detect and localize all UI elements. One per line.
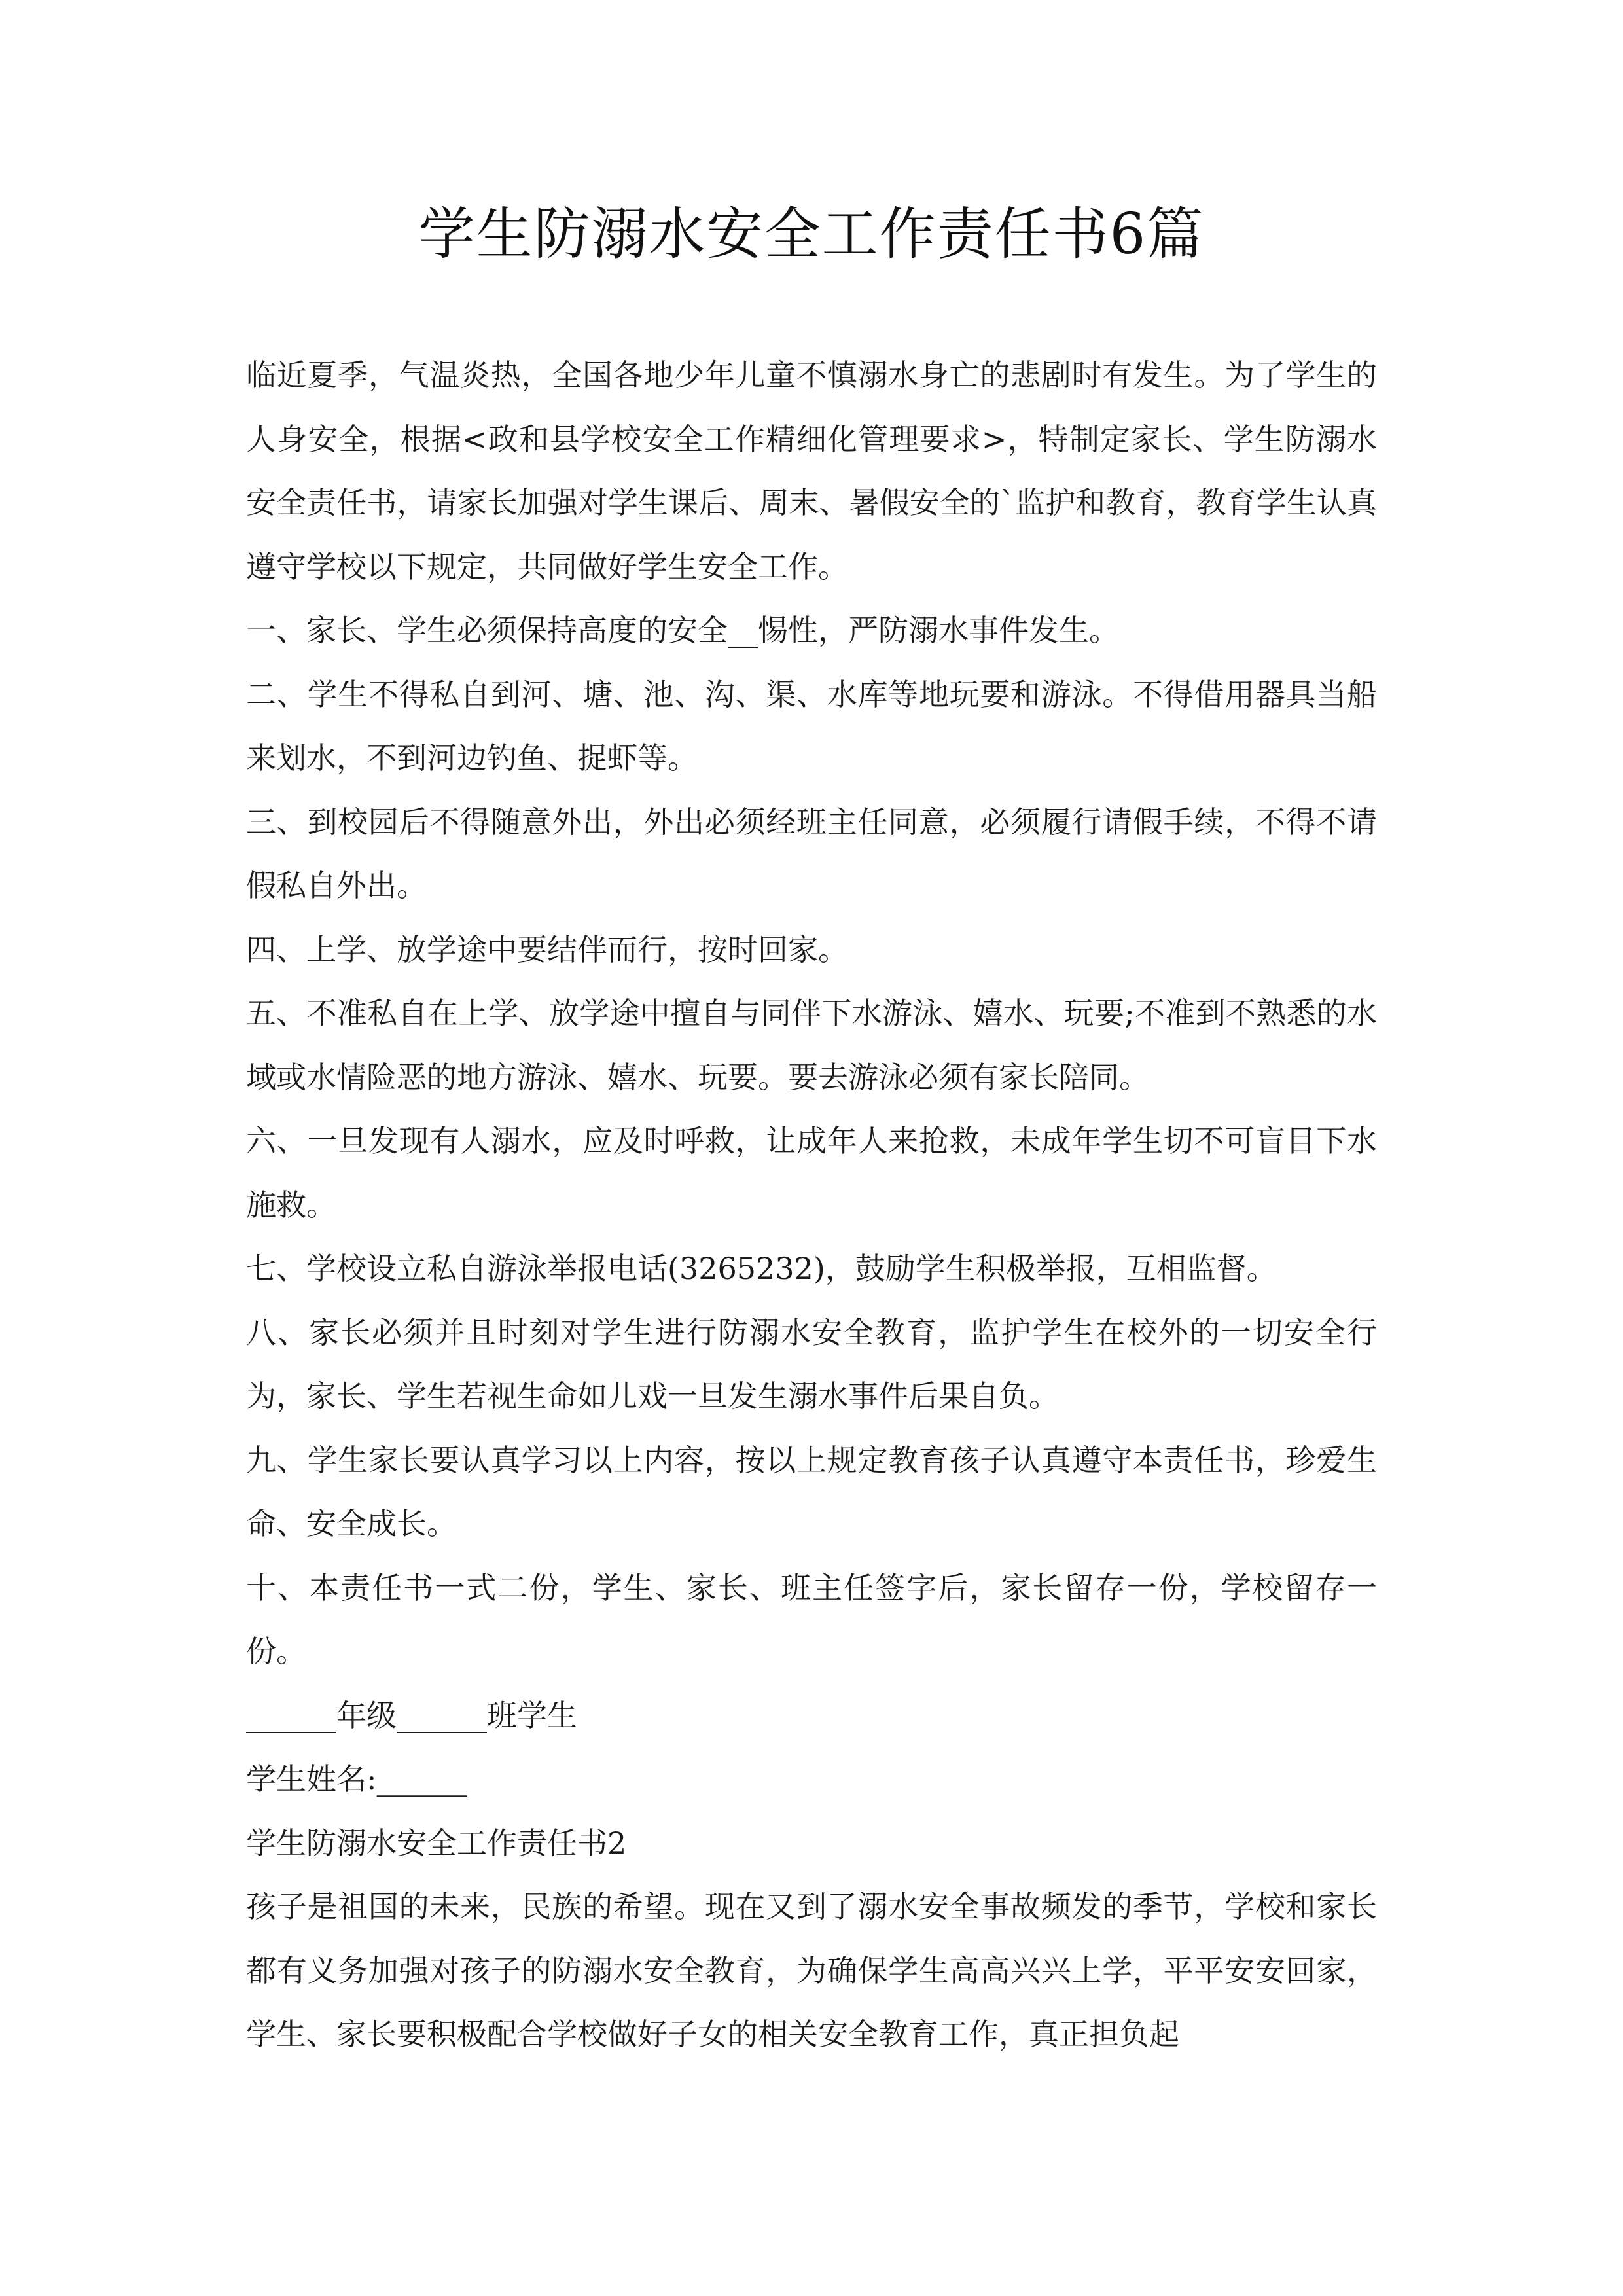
rule-item-5: 五、不准私自在上学、放学途中擅自与同伴下水游泳、嬉水、玩要;不准到不熟悉的水域或水情险恶的地方游泳、嬉水、玩要。要去游泳必须有家长陪同。 — [246, 996, 1377, 1095]
rule-item-7: 七、学校设立私自游泳举报电话(3265232)，鼓励学生积极举报，互相监督。 — [246, 1251, 1277, 1286]
student-name-blank-line: 学生姓名:______ — [246, 1761, 467, 1797]
document-body — [246, 344, 1377, 2067]
rule-item-4: 四、上学、放学途中要结伴而行，按时回家。 — [246, 931, 848, 967]
rule-item-1: 一、家长、学生必须保持高度的安全__惕性，严防溺水事件发生。 — [246, 613, 1119, 648]
rule-item-3: 三、到校园后不得随意外出，外出必须经班主任同意，必须履行请假手续，不得不请假私自外出。 — [246, 804, 1377, 903]
section-2-heading: 学生防溺水安全工作责任书2 — [246, 1825, 627, 1861]
intro-paragraph: 临近夏季，气温炎热，全国各地少年儿童不慎溺水身亡的悲剧时有发生。为了学生的人身安全，根据<政和县学校安全工作精细化管理要求>，特制定家长、学生防溺水安全责任书，请家长加强对学生课后、周末、暑假安全的`监护和教育，教育学生认真遵守学校以下规定，共同做好学生安全工作。 — [246, 357, 1377, 584]
rule-item-6: 六、一旦发现有人溺水，应及时呼救，让成年人来抢救，未成年学生切不可盲目下水施救。 — [246, 1123, 1377, 1223]
rule-item-10: 十、本责任书一式二份，学生、家长、班主任签字后，家长留存一份，学校留存一份。 — [246, 1570, 1377, 1669]
grade-class-blank-line: ______年级______班学生 — [246, 1697, 577, 1733]
rule-item-8: 八、家长必须并且时刻对学生进行防溺水安全教育，监护学生在校外的一切安全行为，家长、学生若视生命如儿戏一旦发生溺水事件后果自负。 — [246, 1314, 1377, 1414]
section-2-paragraph: 孩子是祖国的未来，民族的希望。现在又到了溺水安全事故频发的季节，学校和家长都有义务加强对孩子的防溺水安全教育，为确保学生高高兴兴上学，平平安安回家，学生、家长要积极配合学校做好子女的相关安全教育工作，真正担负起 — [246, 1889, 1377, 2052]
document-title: 学生防溺水安全工作责任书6篇 — [418, 202, 1205, 267]
rule-item-2: 二、学生不得私自到河、塘、池、沟、渠、水库等地玩要和游泳。不得借用器具当船来划水，不到河边钓鱼、捉虾等。 — [246, 676, 1377, 776]
rule-item-9: 九、学生家长要认真学习以上内容，按以上规定教育孩子认真遵守本责任书，珍爱生命、安全成长。 — [246, 1442, 1377, 1541]
